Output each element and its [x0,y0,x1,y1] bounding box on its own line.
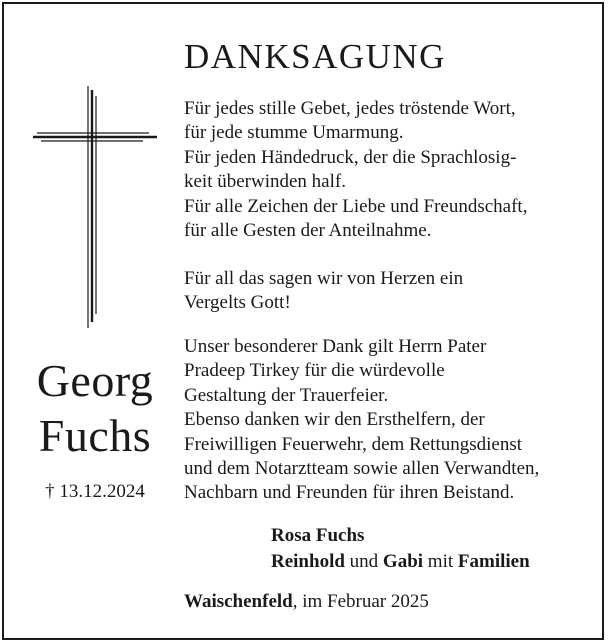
cross-icon [33,86,157,328]
text-line: Gestaltung der Trauerfeier. [184,384,389,406]
text-line: und dem Notarztteam sowie allen Verwandten, [184,458,540,480]
thanks-paragraph-2 [184,267,594,316]
text-line: Für jeden Händedruck, der die Sprachlosig- [184,146,517,168]
place-name: Waischenfeld [184,591,293,612]
notice-title: DANKSAGUNG [184,37,446,76]
signature-name: Gabi [382,551,424,572]
signature-family [271,551,530,573]
text-line: für jede stumme Umarmung. [184,122,404,144]
text-line: Ebenso danken wir den Ersthelfern, der [184,409,485,431]
thanks-paragraph-1 [184,97,594,243]
signature-name: Familien [457,551,530,572]
text-line: Für all das sagen wir von Herzen ein [184,268,464,289]
signature-primary: Rosa Fuchs [271,525,365,546]
deceased-last-name: Fuchs [38,410,152,461]
date-text: , im Februar 2025 [292,591,429,612]
text-line: Unser besonderer Dank gilt Herrn Pater [184,336,487,357]
signature-connector: mit [423,551,458,572]
text-line: keit überwinden half. [184,171,346,193]
text-line: Für jedes stille Gebet, jedes tröstende Wort, [184,98,516,119]
text-line: Pradeep Tirkey für die würdevolle [184,360,445,382]
signature-name: Reinhold [271,551,345,572]
death-date: † 13.12.2024 [45,481,145,502]
deceased-first-name: Georg [36,355,154,406]
thanks-paragraph-3 [184,335,594,506]
signature-connector: und [344,551,383,572]
text-line: für alle Gesten der Anteilnahme. [184,220,432,242]
text-line: Für alle Zeichen der Liebe und Freundschaft, [184,195,528,217]
place-and-date [184,591,429,613]
text-line: Vergelts Gott! [184,292,291,314]
text-line: Nachbarn und Freunden für ihren Beistand. [184,482,515,504]
text-line: Freiwilligen Feuerwehr, dem Rettungsdienst [184,433,523,455]
